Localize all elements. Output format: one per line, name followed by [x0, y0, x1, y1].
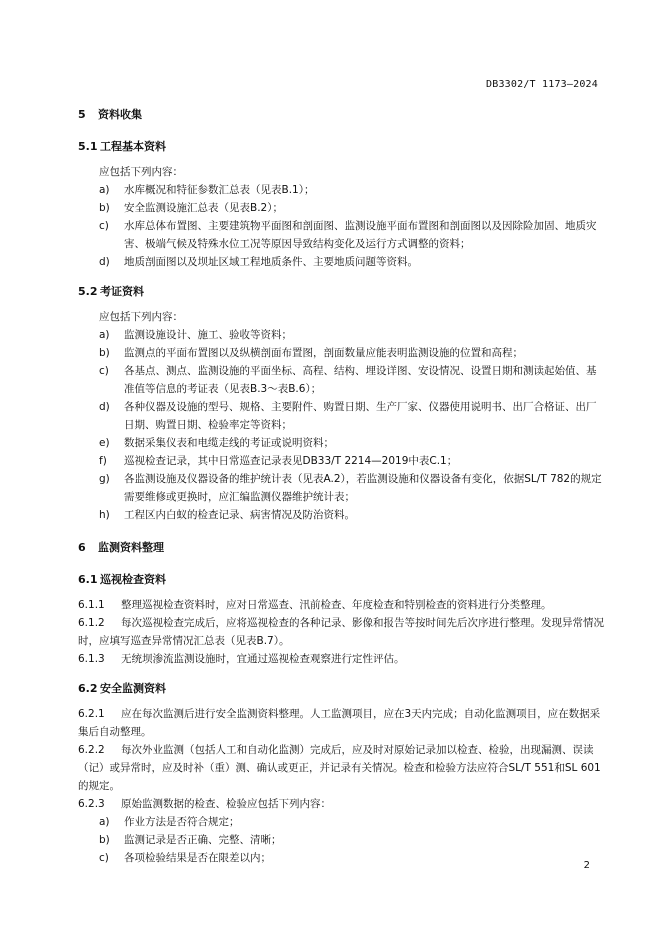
section-title: 资料收集 [98, 108, 142, 121]
intro-text: 应包括下列内容： [99, 311, 183, 323]
item-text: 作业方法是否符合规定； [124, 816, 240, 828]
item-text: 各基点、测点、监测设施的平面坐标、高程、结构、埋设详图、安设情况、设置日期和测读起始值、基准值等信息的考证表（见表B.3～表B.6）； [124, 365, 597, 395]
section-number: 5.1 [78, 140, 98, 153]
item-text: 各种仪器及设施的型号、规格、主要附件、购置日期、生产厂家、仪器使用说明书、出厂合格证、出厂日期、购置日期、检验率定等资料； [124, 401, 597, 431]
intro-text: 应包括下列内容： [99, 166, 183, 178]
item-text: 监测设施设计、施工、验收等资料； [124, 329, 292, 341]
item-text: 各监测设施及仪器设备的维护统计表（见表A.2），若监测设施和仪器设备有变化，依据SL/T 782的规定需要维修或更换时，应汇编监测仪器维护统计表； [124, 473, 602, 503]
list-item [78, 398, 604, 434]
section-number: 6.2 [78, 682, 98, 695]
list-item [78, 253, 604, 271]
item-text: 数据采集仪表和电缆走线的考证或说明资料； [124, 437, 334, 449]
item-label: e) [99, 437, 110, 449]
section-6-2-heading [78, 681, 604, 697]
list-item [78, 434, 604, 452]
section-5-heading [78, 107, 604, 123]
list-item [78, 199, 604, 217]
list-6-2-3 [78, 813, 604, 867]
item-label: b) [99, 202, 110, 214]
section-title: 工程基本资料 [100, 140, 166, 153]
clause-text: 原始监测数据的检查、检验应包括下列内容： [121, 798, 331, 810]
section-number: 6.1 [78, 573, 98, 586]
item-text: 监测点的平面布置图以及纵横剖面布置图，剖面数量应能表明监测设施的位置和高程； [124, 347, 523, 359]
item-label: a) [99, 329, 110, 341]
section-title: 监测资料整理 [98, 541, 164, 554]
clause-6-2-1 [78, 705, 604, 741]
item-label: g) [99, 473, 110, 485]
page-content [78, 107, 604, 867]
item-label: a) [99, 184, 110, 196]
clause-text: 每次巡视检查完成后，应将巡视检查的各种记录、影像和报告等按时间先后次序进行整理。发现异常情况时，应填写巡查异常情况汇总表（见表B.7）。 [78, 617, 604, 647]
item-label: h) [99, 509, 110, 521]
item-text: 地质剖面图以及坝址区域工程地质条件、主要地质问题等资料。 [124, 256, 418, 268]
list-item [78, 506, 604, 524]
list-item [78, 344, 604, 362]
clause-number: 6.2.3 [78, 798, 105, 810]
section-title: 考证资料 [100, 285, 144, 298]
item-text: 各项检验结果是否在限差以内； [124, 852, 271, 864]
item-label: c) [99, 220, 109, 232]
list-item [78, 452, 604, 470]
section-number: 5.2 [78, 285, 98, 298]
section-6-1-heading [78, 572, 604, 588]
list-item [78, 217, 604, 253]
clause-number: 6.1.3 [78, 653, 105, 665]
page-number: 2 [583, 860, 590, 871]
item-label: d) [99, 401, 110, 413]
item-text: 安全监测设施汇总表（见表B.2）； [124, 202, 283, 214]
clause-6-2-3 [78, 795, 604, 813]
section-number: 6 [78, 541, 86, 554]
item-label: b) [99, 347, 110, 359]
clause-number: 6.1.1 [78, 599, 105, 611]
list-item [78, 326, 604, 344]
item-text: 工程区内白蚁的检查记录、病害情况及防治资料。 [124, 509, 355, 521]
document-code: DB3302/T 1173—2024 [486, 79, 598, 90]
item-label: b) [99, 834, 110, 846]
clause-6-1-2 [78, 614, 604, 650]
list-item [78, 181, 604, 199]
section-number: 5 [78, 108, 86, 121]
clause-number: 6.2.2 [78, 744, 105, 756]
list-item [78, 813, 604, 831]
clause-text: 无统坝渗流监测设施时，宜通过巡视检查观察进行定性评估。 [121, 653, 405, 665]
item-text: 监测记录是否正确、完整、清晰； [124, 834, 282, 846]
item-label: d) [99, 256, 110, 268]
section-6-heading [78, 540, 604, 556]
item-text: 水库概况和特征参数汇总表（见表B.1）； [124, 184, 315, 196]
list-item [78, 849, 604, 867]
list-item [78, 362, 604, 398]
clause-number: 6.1.2 [78, 617, 105, 629]
clause-text: 每次外业监测（包括人工和自动化监测）完成后，应及时对原始记录加以检查、检验，出现漏测、误读（记）或异常时，应及时补（重）测、确认或更正，并记录有关情况。检查和检验方法应符合SL/T 551和SL 601的规定。 [78, 744, 601, 792]
section-title: 巡视检查资料 [100, 573, 166, 586]
item-label: c) [99, 365, 109, 377]
clause-text: 应在每次监测后进行安全监测资料整理。人工监测项目，应在3天内完成；自动化监测项目，应在数据采集后自动整理。 [78, 708, 601, 738]
list-item [78, 470, 604, 506]
section-5-1-heading [78, 139, 604, 155]
item-label: c) [99, 852, 109, 864]
section-title: 安全监测资料 [100, 682, 166, 695]
clause-text: 整理巡视检查资料时，应对日常巡查、汛前检查、年度检查和特别检查的资料进行分类整理。 [121, 599, 552, 611]
clause-number: 6.2.1 [78, 708, 105, 720]
clause-6-1-3 [78, 650, 604, 668]
clause-6-2-2 [78, 741, 604, 795]
clause-6-1-1 [78, 596, 604, 614]
list-item [78, 831, 604, 849]
item-text: 水库总体布置图、主要建筑物平面图和剖面图、监测设施平面布置图和剖面图以及因除险加固、地质灾害、极端气候及特殊水位工况等原因导致结构变化及运行方式调整的资料； [124, 220, 597, 250]
item-label: f) [99, 455, 107, 467]
list-5-2 [78, 326, 604, 524]
list-5-1 [78, 181, 604, 271]
item-label: a) [99, 816, 110, 828]
section-5-2-heading [78, 284, 604, 300]
item-text: 巡视检查记录，其中日常巡查记录表见DB33/T 2214—2019中表C.1； [124, 455, 458, 467]
